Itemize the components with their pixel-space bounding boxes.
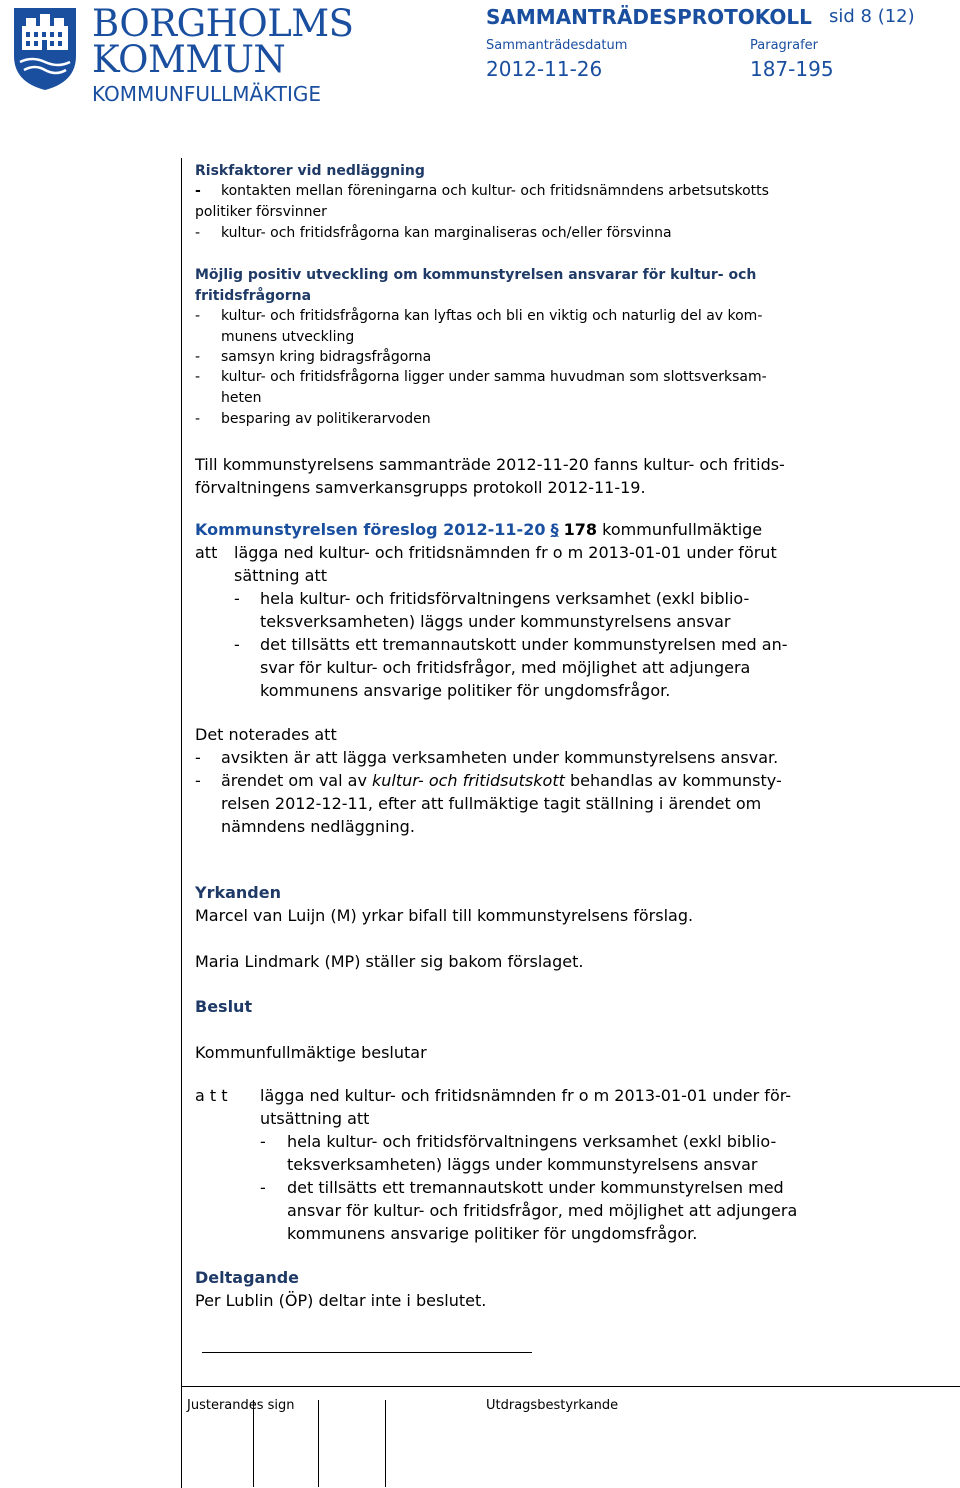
- signature-divider: [253, 1400, 254, 1487]
- yrkanden-line1: Marcel van Luijn (M) yrkar bifall till kommunstyrelsens förslag.: [195, 906, 694, 925]
- positive-item-continued: munens utveckling: [221, 329, 355, 345]
- ks-item-continued: teksverksamheten) läggs under kommunstyrelsens ansvar: [260, 612, 731, 631]
- ks-proposal-bold: Kommunstyrelsen föreslog 2012-11-20: [195, 520, 546, 539]
- signature-divider: [385, 1400, 386, 1487]
- meeting-date-value: 2012-11-26: [486, 57, 603, 81]
- dash-bullet: -: [234, 635, 240, 654]
- beslut-item: det tillsätts ett tremannautskott under kommunstyrelsen med: [287, 1178, 784, 1197]
- left-margin-rule: [181, 158, 182, 1386]
- meeting-date-label: Sammanträdesdatum: [486, 38, 628, 53]
- beslut-att-line1: lägga ned kultur- och fritidsnämnden fr o m 2013-01-01 under för-: [260, 1086, 792, 1105]
- meeting-note-line1: Till kommunstyrelsens sammanträde 2012-11-20 fanns kultur- och fritids-: [195, 455, 785, 474]
- dash-bullet: -: [195, 369, 201, 385]
- noted-item-continued: relsen 2012-12-11, efter att fullmäktige tagit ställning i ärendet om: [221, 794, 762, 813]
- positive-item: samsyn kring bidragsfrågorna: [221, 349, 432, 365]
- positive-heading-line1: Möjlig positiv utveckling om kommunstyrelsen ansvarar för kultur- och: [195, 267, 757, 283]
- ks-item-continued: svar för kultur- och fritidsfrågor, med möjlighet att adjungera: [260, 658, 751, 677]
- dash-bullet: -: [195, 411, 201, 427]
- risk-item: kontakten mellan föreningarna och kultur- och fritidsnämndens arbetsutskotts: [221, 183, 769, 199]
- risk-item: kultur- och fritidsfrågorna kan marginaliseras och/eller försvinna: [221, 225, 672, 241]
- ks-item-continued: kommunens ansvarige politiker för ungdomsfrågor.: [260, 681, 671, 700]
- noted-item-text: ärendet om val av: [221, 771, 372, 790]
- logo-wordmark-line1: BORGHOLMS: [92, 2, 354, 45]
- meeting-note-line2: förvaltningens samverkansgrupps protokoll 2012-11-19.: [195, 478, 646, 497]
- page-number: sid 8 (12): [829, 6, 915, 27]
- document-title: SAMMANTRÄDESPROTOKOLL: [486, 5, 812, 29]
- ks-item: det tillsätts ett tremannautskott under kommunstyrelsen med an-: [260, 635, 788, 654]
- paragraphs-label: Paragrafer: [750, 38, 819, 53]
- positive-item: kultur- och fritidsfrågorna kan lyftas och bli en viktig och naturlig del av kom-: [221, 308, 763, 324]
- positive-item: kultur- och fritidsfrågorna ligger under samma huvudman som slottsverksam-: [221, 369, 767, 385]
- dash-bullet: -: [195, 349, 201, 365]
- noted-item: avsikten är att lägga verksamheten under kommunstyrelsens ansvar.: [221, 748, 779, 767]
- deltagande-line1: Per Lublin (ÖP) deltar inte i beslutet.: [195, 1291, 487, 1310]
- logo-wordmark-line2: KOMMUN: [92, 38, 286, 81]
- risk-item-continued: politiker försvinner: [195, 204, 327, 220]
- signature-divider: [318, 1400, 319, 1487]
- yrkanden-heading: Yrkanden: [195, 883, 281, 902]
- noted-item-continued: nämndens nedläggning.: [221, 817, 415, 836]
- ks-section-number: 178: [563, 520, 598, 539]
- beslut-item: hela kultur- och fritidsförvaltningens verksamhet (exkl biblio-: [287, 1132, 777, 1151]
- yrkanden-line2: Maria Lindmark (MP) ställer sig bakom förslaget.: [195, 952, 584, 971]
- risks-heading: Riskfaktorer vid nedläggning: [195, 163, 425, 179]
- ks-proposal-line: [195, 520, 762, 539]
- dash-bullet: -: [195, 771, 201, 790]
- dash-bullet: -: [260, 1132, 266, 1151]
- noted-item: [221, 771, 782, 790]
- ks-att-line1: lägga ned kultur- och fritidsnämnden fr o m 2013-01-01 under förut: [234, 543, 777, 562]
- att-word: a t t: [195, 1086, 228, 1105]
- positive-item: besparing av politikerarvoden: [221, 411, 431, 427]
- beslut-intro: Kommunfullmäktige beslutar: [195, 1043, 427, 1062]
- ks-item: hela kultur- och fritidsförvaltningens verksamhet (exkl biblio-: [260, 589, 750, 608]
- section-divider: [202, 1352, 532, 1353]
- att-word: att: [195, 543, 218, 562]
- beslut-item-continued: teksverksamheten) läggs under kommunstyrelsens ansvar: [287, 1155, 758, 1174]
- noted-item-italic: kultur- och fritidsutskott: [372, 771, 565, 790]
- organization-name: KOMMUNFULLMÄKTIGE: [92, 82, 322, 106]
- beslut-item-continued: kommunens ansvarige politiker för ungdomsfrågor.: [287, 1224, 698, 1243]
- section-sign: §: [550, 520, 559, 539]
- beslut-heading: Beslut: [195, 997, 253, 1016]
- beslut-att-line2: utsättning att: [260, 1109, 370, 1128]
- ks-att-line2: sättning att: [234, 566, 328, 585]
- dash-bullet: -: [195, 225, 201, 241]
- extract-label: Utdragsbestyrkande: [486, 1398, 619, 1413]
- dash-bullet: -: [195, 748, 201, 767]
- deltagande-heading: Deltagande: [195, 1268, 300, 1287]
- dash-bullet: -: [195, 308, 201, 324]
- positive-heading-line2: fritidsfrågorna: [195, 288, 312, 304]
- positive-item-continued: heten: [221, 390, 262, 406]
- noted-heading: Det noterades att: [195, 725, 337, 744]
- beslut-item-continued: ansvar för kultur- och fritidsfrågor, med möjlighet att adjungera: [287, 1201, 798, 1220]
- municipal-crest-logo: [10, 4, 80, 92]
- sign-label: Justerandes sign: [187, 1398, 295, 1413]
- dash-bullet: -: [195, 183, 201, 199]
- paragraphs-value: 187-195: [750, 57, 834, 81]
- ks-proposal-rest: kommunfullmäktige: [602, 520, 763, 539]
- dash-bullet: -: [260, 1178, 266, 1197]
- dash-bullet: -: [234, 589, 240, 608]
- noted-item-text: behandlas av kommunsty-: [564, 771, 782, 790]
